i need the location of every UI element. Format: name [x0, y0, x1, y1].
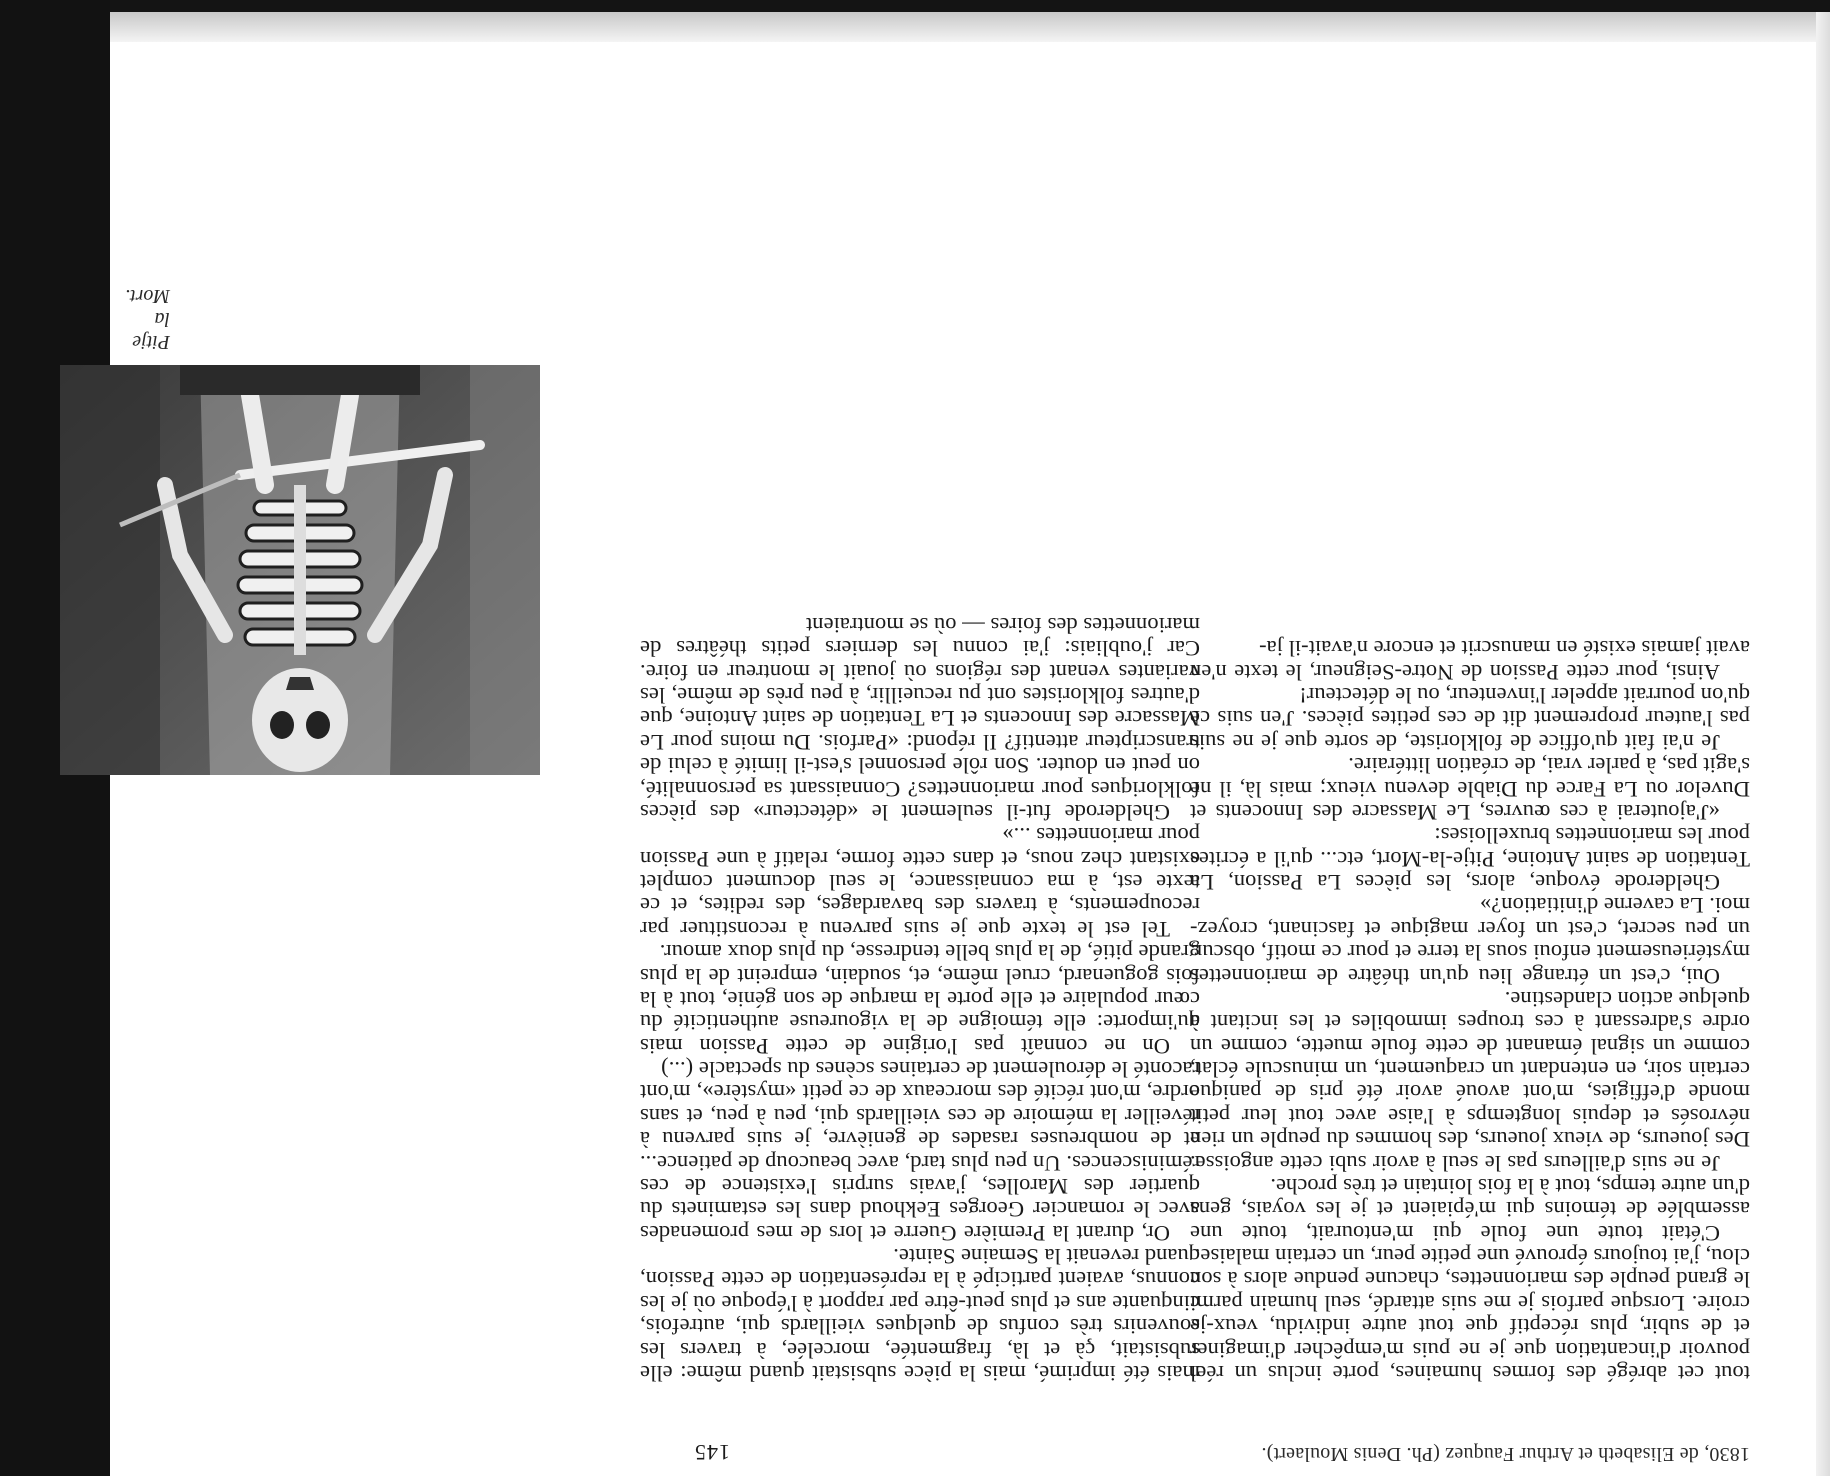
paragraph: Je n'ai fait qu'office de folkloriste, de sorte que je ne suis pas l'auteur proprement dit de ces petites pièces. J'en suis ce qu'on pourrait appeler l'inventeur, ou le détecteur! — [1190, 683, 1750, 755]
marionette-photo — [60, 365, 540, 775]
paragraph: Ghelderode fut-il seulement le «détecteur» des pièces folkloriques pour marionnettes? Connaissant sa personnalité, on peut en douter. Son rôle personnel s'est-il limité à celui de transcripteur attentif? Il répond: «Parfois. Du moins pour Le Massacre des Innocents et La Tentation de saint Antoine, que d'autres folkloristes ont pu recueillir, à peu près de même, les variantes venant des régions où jouait le montreur en foire. Car j'oubliais: j'ai connu les derniers petits théâtres de marionnettes des foires — où se montraient — [640, 613, 1200, 825]
page-edge-right — [1816, 12, 1830, 1476]
page-number: 145 — [694, 1440, 730, 1465]
photo-caption: Pitje la Mort. — [125, 285, 170, 353]
paragraph: Oui, c'est un étrange lieu qu'un théâtre de marionnettes mystérieusement enfoui sous la terre et pour ce motif, obscur, un peu secret, c'est un foyer magique et fascinant, croyez-moi. La caverne d'initiation?» — [1190, 893, 1750, 989]
paragraph: mais été imprimé, mais la pièce subsistait quand même: elle subsistait, çà et là, fragmentée, morcelée, à travers les souvenirs très confus de quelques vieillards qui, autrefois, cinquante ans et plus peut-être par rapport à l'époque où je les connus, avaient participé à la représentation de cette Passion, quand revenait la Semaine Sainte. — [640, 1244, 1200, 1386]
text-column-left — [1190, 637, 1750, 1385]
paragraph: Ghelderode évoque, alors, les pièces La Passion, La Tentation de saint Antoine, Pitje-la-Mort, etc... qu'il a écrites pour les marionnettes bruxelloises: — [1190, 823, 1750, 896]
paragraph: Or, durant la Première Guerre et lors de mes promenades avec le romancier Georges Eekhoud dans les estaminets du quartier des Marolles, j'avais surpris l'existence de ces réminiscences. Un peu plus tard, avec beaucoup de patience... et de nombreuses rasades de genièvre, je suis parvenu à réveiller la mémoire de ces vieillards qui, peu à peu, et sans ordre, m'ont récité des morceaux de ce petit «mystère», m'ont raconté le déroulement de certaines scènes du spectacle (...) — [640, 1057, 1200, 1246]
paragraph: Je ne suis d'ailleurs pas le seul à avoir subi cette angoisse. Des joueurs, de vieux joueurs, des hommes du peuple un rien névrosés et depuis longtemps à l'aise avec tout leur petit monde d'effigies, m'ont avoué avoir été pris de panique certain soir, en entendant un craquement, un minuscule éclat, comme un signal émanant de cette foule muette, comme un ordre s'adressant à ces troupes immobiles et les incitant à quelque action clandestine. — [1190, 987, 1750, 1176]
book-page-upside-down — [125, 45, 1810, 1465]
paragraph: C'était toute une foule qui m'entourait, toute une assemblée de témoins qui m'épiaient et je les voyais, gens d'un autre temps, tout à la fois lointain et très proche. — [1190, 1174, 1750, 1246]
text-column-right — [640, 614, 1200, 1385]
scanner-border-top — [0, 0, 1830, 12]
paragraph: Ainsi, pour cette Passion de Notre-Seigneur, le texte n'en avait jamais existé en manuscrit et encore n'avait-il ja- — [1190, 636, 1750, 685]
paragraph: «J'ajouterai à ces œuvres, Le Massacre des Innocents et Duvelor ou La Farce du Diable devenu vieux; mais là, il ne s'agit pas, à parler vrai, de création littéraire. — [1190, 753, 1750, 825]
paragraph: tout cet abrégé des formes humaines, porte inclus un réel pouvoir d'incantation que je ne puis m'empêcher d'imaginer et de subir, plus réceptif que tout autre individu, veux-je croire. Lorsque parfois je me suis attardé, seul humain parmi le grand peuple des marionnettes, chacune pendue alors à son clou, j'ai toujours éprouvé une petite peur, un certain malaise. — [1190, 1244, 1750, 1386]
page-shadow-edge — [110, 12, 1830, 42]
paragraph: On ne connaît pas l'origine de cette Passion mais qu'importe: elle témoigne de la vigoureuse authenticité du cœur populaire et elle porte la marque de son génie, tout à la fois goguenard, cruel même, et, soudain, empreint de la plus grande pitié, de la plus belle tendresse, du plus doux amour. — [640, 940, 1200, 1059]
skeleton-marionette-image — [60, 365, 540, 775]
running-head: 1830, de Elisabeth et Arthur Fauquez (Ph. Denis Moulaert). — [1261, 1443, 1750, 1465]
paragraph: Tel est le texte que je suis parvenu à reconstituer par recoupements, à travers des bavardages, des redites, et ce texte est, à ma connaissance, le seul document complet existant chez nous, et dans cette forme, relatif à une Passion pour marionnettes ...» — [640, 823, 1200, 942]
